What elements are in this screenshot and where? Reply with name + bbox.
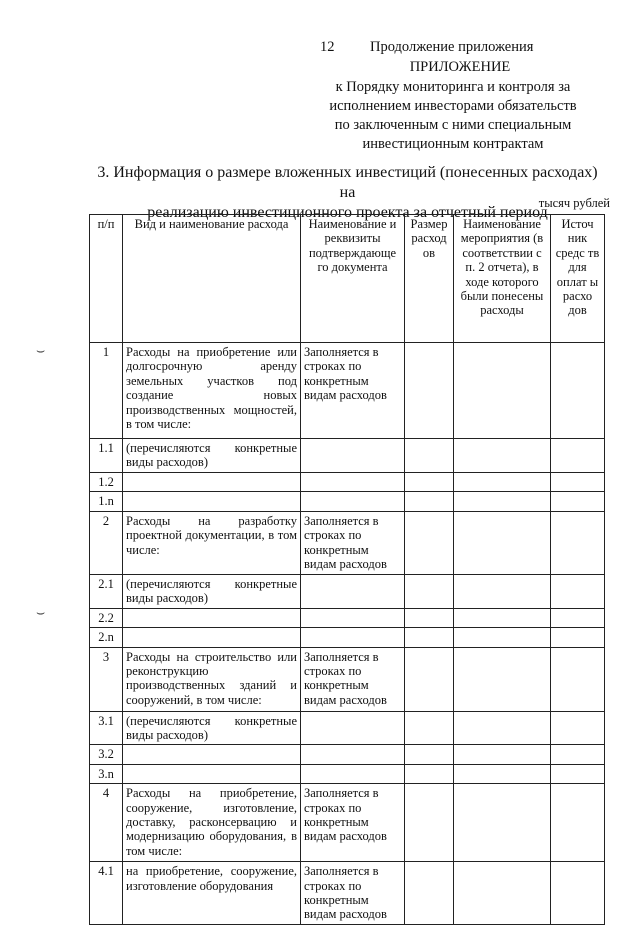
expense-name-cell <box>123 608 301 627</box>
source-cell <box>551 492 605 511</box>
table-header-row <box>90 215 605 343</box>
document-cell <box>301 439 405 473</box>
row-number-cell: 1 <box>90 343 123 439</box>
activity-cell <box>454 647 551 711</box>
amount-cell <box>405 608 454 627</box>
document-cell <box>301 745 405 764</box>
amount-cell <box>405 343 454 439</box>
amount-cell <box>405 473 454 492</box>
table-row <box>90 647 605 711</box>
activity-cell <box>454 473 551 492</box>
table-row <box>90 511 605 574</box>
document-cell: Заполняется в строках по конкретным видам расходов <box>301 862 405 925</box>
appendix-reference-line: к Порядку мониторинга и контроля за <box>335 79 571 95</box>
row-number-cell: 1.2 <box>90 473 123 492</box>
expense-name-cell: (перечисляются конкретные виды расходов) <box>123 439 301 473</box>
column-header-amount: Размер расход ов <box>405 215 454 343</box>
source-cell <box>551 574 605 608</box>
amount-cell <box>405 492 454 511</box>
expense-name-cell <box>123 492 301 511</box>
document-cell: Заполняется в строках по конкретным видам расходов <box>301 511 405 574</box>
table-row <box>90 745 605 764</box>
column-header-activity: Наименование мероприятия (в соответствии с п. 2 отчета), в ходе которого были понесены расходы <box>454 215 551 343</box>
column-header-expense: Вид и наименование расхода <box>123 215 301 343</box>
expense-name-cell <box>123 764 301 783</box>
row-number-cell: 2.n <box>90 628 123 647</box>
expense-name-cell <box>123 745 301 764</box>
continuation-note: Продолжение приложения <box>370 39 534 55</box>
column-header-document: Наименование и реквизиты подтверждающе го документа <box>301 215 405 343</box>
activity-cell <box>454 343 551 439</box>
activity-cell <box>454 608 551 627</box>
table-body <box>90 343 605 925</box>
row-number-cell: 3.n <box>90 764 123 783</box>
row-number-cell: 3.2 <box>90 745 123 764</box>
expense-name-cell <box>123 628 301 647</box>
activity-cell <box>454 784 551 862</box>
activity-cell <box>454 628 551 647</box>
table-row <box>90 439 605 473</box>
source-cell <box>551 439 605 473</box>
document-cell <box>301 764 405 783</box>
document-cell <box>301 711 405 745</box>
section-title-line: 3. Информация о размере вложенных инвестиций (понесенных расходах) на <box>97 164 598 201</box>
activity-cell <box>454 439 551 473</box>
table-row <box>90 628 605 647</box>
expense-name-cell: Расходы на приобретение, сооружение, изготовление, доставку, расконсервацию и модернизацию оборудования, в том числе: <box>123 784 301 862</box>
amount-cell <box>405 784 454 862</box>
appendix-reference <box>318 78 588 154</box>
table-row <box>90 862 605 925</box>
amount-cell <box>405 711 454 745</box>
table-row <box>90 711 605 745</box>
row-number-cell: 3.1 <box>90 711 123 745</box>
table-row <box>90 608 605 627</box>
expense-name-cell: Расходы на строительство или реконструкцию производственных зданий и сооружений, в том числе: <box>123 647 301 711</box>
binding-mark: ⌣ <box>36 606 46 621</box>
row-number-cell: 1.n <box>90 492 123 511</box>
table-row <box>90 343 605 439</box>
expense-name-cell: Расходы на приобретение или долгосрочную аренду земельных участков под создание новых производственных мощностей, в том числе: <box>123 343 301 439</box>
amount-cell <box>405 764 454 783</box>
source-cell <box>551 608 605 627</box>
amount-cell <box>405 628 454 647</box>
document-cell <box>301 473 405 492</box>
appendix-title: ПРИЛОЖЕНИЕ <box>409 59 511 75</box>
activity-cell <box>454 764 551 783</box>
row-number-cell: 2.1 <box>90 574 123 608</box>
document-cell: Заполняется в строках по конкретным видам расходов <box>301 647 405 711</box>
investment-table <box>89 214 605 925</box>
section-title-line: реализацию инвестиционного проекта за отчетный период <box>147 204 548 221</box>
table-row <box>90 784 605 862</box>
row-number-cell: 4.1 <box>90 862 123 925</box>
table-row <box>90 492 605 511</box>
activity-cell <box>454 711 551 745</box>
appendix-reference-line: инвестиционным контрактам <box>362 136 544 152</box>
activity-cell <box>454 745 551 764</box>
document-cell <box>301 492 405 511</box>
table-row <box>90 574 605 608</box>
binding-mark: ⌣ <box>36 344 46 359</box>
table-row <box>90 473 605 492</box>
source-cell <box>551 511 605 574</box>
activity-cell <box>454 492 551 511</box>
row-number-cell: 3 <box>90 647 123 711</box>
page-number: 12 <box>320 39 335 55</box>
source-cell <box>551 711 605 745</box>
source-cell <box>551 647 605 711</box>
source-cell <box>551 628 605 647</box>
table-row <box>90 764 605 783</box>
amount-cell <box>405 511 454 574</box>
source-cell <box>551 745 605 764</box>
row-number-cell: 4 <box>90 784 123 862</box>
appendix-reference-line: по заключенным с ними специальным <box>334 117 572 133</box>
expense-name-cell: (перечисляются конкретные виды расходов) <box>123 574 301 608</box>
activity-cell <box>454 862 551 925</box>
expense-name-cell <box>123 473 301 492</box>
amount-cell <box>405 647 454 711</box>
amount-cell <box>405 574 454 608</box>
document-cell: Заполняется в строках по конкретным видам расходов <box>301 784 405 862</box>
expense-name-cell: Расходы на разработку проектной документации, в том числе: <box>123 511 301 574</box>
row-number-cell: 1.1 <box>90 439 123 473</box>
document-cell: Заполняется в строках по конкретным видам расходов <box>301 343 405 439</box>
source-cell <box>551 343 605 439</box>
unit-label: тысяч рублей <box>538 196 610 210</box>
row-number-cell: 2 <box>90 511 123 574</box>
column-header-number: п/п <box>90 215 123 343</box>
source-cell <box>551 862 605 925</box>
source-cell <box>551 473 605 492</box>
document-cell <box>301 628 405 647</box>
amount-cell <box>405 439 454 473</box>
column-header-source: Источ ник средс тв для оплат ы расхо дов <box>551 215 605 343</box>
document-cell <box>301 608 405 627</box>
activity-cell <box>454 574 551 608</box>
source-cell <box>551 764 605 783</box>
appendix-reference-line: исполнением инвесторами обязательств <box>329 98 577 114</box>
row-number-cell: 2.2 <box>90 608 123 627</box>
expense-name-cell: на приобретение, сооружение, изготовление оборудования <box>123 862 301 925</box>
activity-cell <box>454 511 551 574</box>
amount-cell <box>405 745 454 764</box>
expense-name-cell: (перечисляются конкретные виды расходов) <box>123 711 301 745</box>
document-cell <box>301 574 405 608</box>
source-cell <box>551 784 605 862</box>
amount-cell <box>405 862 454 925</box>
